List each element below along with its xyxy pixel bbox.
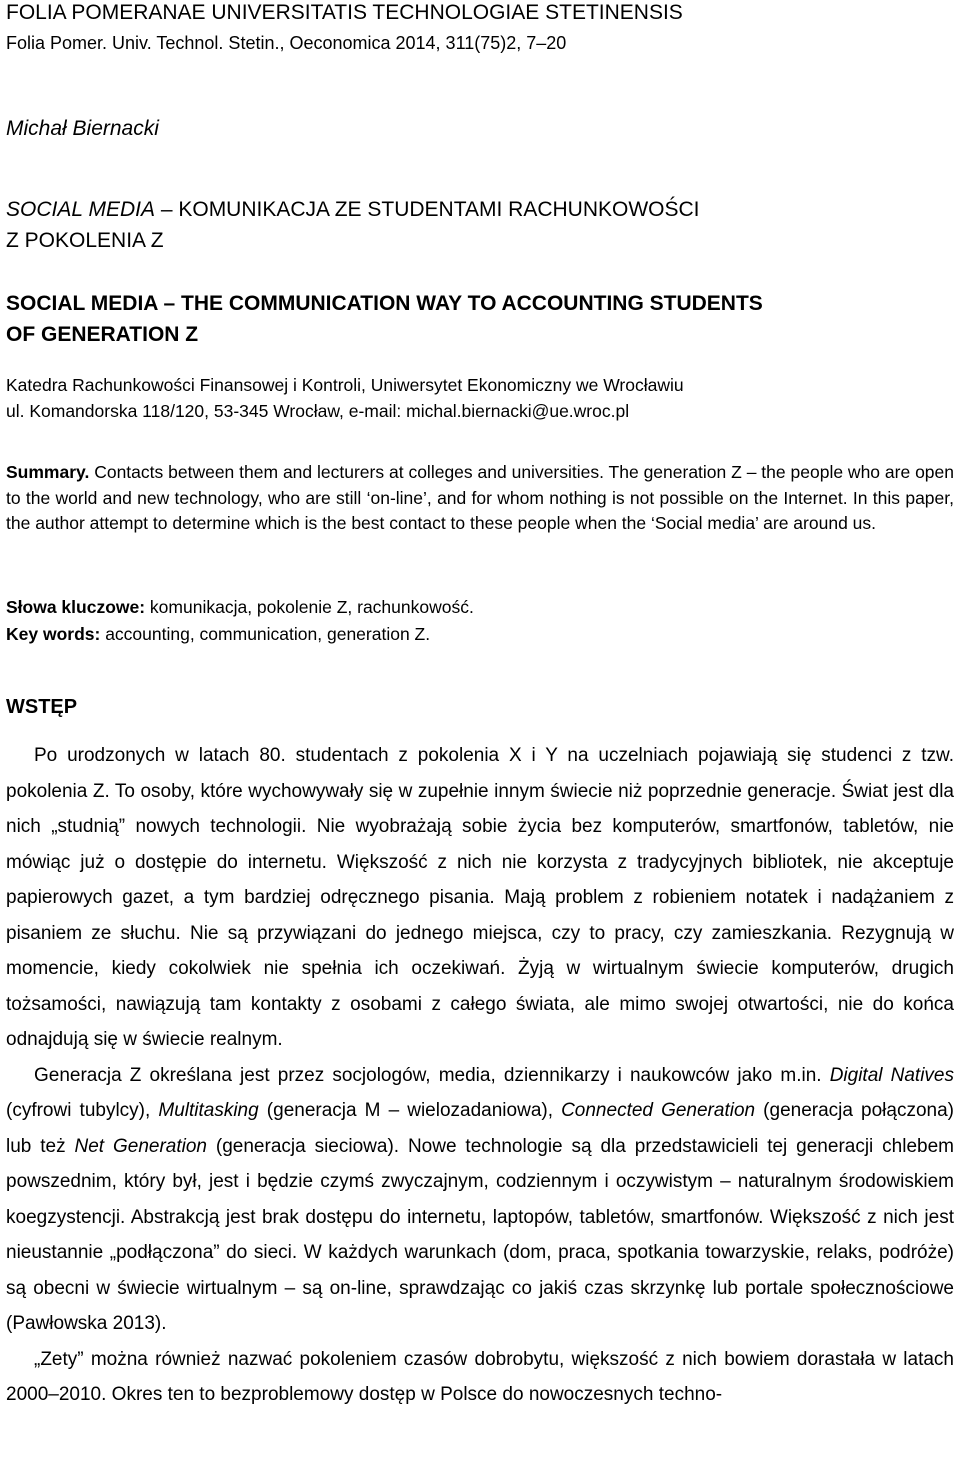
- summary-text: Contacts between them and lecturers at colleges and universities. The generation Z – the people who are open to the world and new technology, who are still ‘on-line’, and for whom nothing is not possible on the Internet. In this paper, the author attempt to determine which is the best contact to these people when the ‘Social media’ are around us.: [6, 462, 954, 533]
- affiliation-line2: ul. Komandorska 118/120, 53-345 Wrocław, e-mail: michal.biernacki@ue.wroc.pl: [6, 401, 630, 421]
- paragraph-2-term-multitasking: Multitasking: [158, 1100, 259, 1121]
- title-polish-line2: Z POKOLENIA Z: [6, 229, 164, 252]
- affiliation: [6, 372, 684, 424]
- title-polish: [6, 194, 700, 256]
- paragraph-3: „Zety” można również nazwać pokoleniem czasów dobrobytu, większość z nich bowiem dorastała w latach 2000–2010. Okres ten to bezproblemowy dostęp w Polsce do nowoczesnych techno-: [6, 1348, 954, 1405]
- keywords-polish-text: komunikacja, pokolenie Z, rachunkowość.: [145, 597, 474, 617]
- title-polish-rest: – KOMUNIKACJA ZE STUDENTAMI RACHUNKOWOŚCI: [155, 198, 700, 221]
- keywords-english: [6, 622, 430, 647]
- paragraph-2-term-digital-natives: Digital Natives: [829, 1064, 954, 1086]
- section-title: WSTĘP: [6, 696, 78, 718]
- keywords-english-text: accounting, communication, generation Z.: [100, 624, 431, 644]
- keywords-english-label: Key words:: [6, 624, 101, 644]
- author-name: Michał Biernacki: [6, 117, 159, 140]
- paragraph-1: Po urodzonych w latach 80. studentach z pokolenia X i Y na uczelniach pojawiają się studenci z tzw. pokolenia Z. To osoby, które wychowywały się w zupełnie innym świecie niż poprzednie generacje. Świat jest dla nich „studnią” nowych technologii. Nie wyobrażają sobie życia bez komputerów, smartfonów, tabletów, nie mówiąc już o dostępie do internetu. Większość z nich nie korzysta z tradycyjnych bibliotek, nie akceptuje papierowych gazet, a tym bardziej odręcznego pisania. Mają problem z robieniem notatek i nadążaniem z pisaniem ze słuchu. Nie są przywiązani do jednego miejsca, czy to pracy, czy zamieszkania. Rezygnują w momencie, kiedy cokolwiek nie spełnia ich oczekiwań. Żyją w wirtualnym świecie komputerów, drugich tożsamości, nawiązują tam kontakty z osobami z całego świata, ale mimo swojej otwartości, nie do końca odnajdują się w świecie realnym.: [6, 745, 954, 1050]
- paragraph-2-part-b: (cyfrowi tubylcy),: [6, 1100, 159, 1121]
- journal-name: FOLIA POMERANAE UNIVERSITATIS TECHNOLOGIAE STETINENSIS: [6, 1, 683, 24]
- title-english: [6, 288, 763, 350]
- title-english-line2: OF GENERATION Z: [6, 323, 199, 346]
- paragraph-2-term-net-generation: Net Generation: [74, 1135, 207, 1157]
- paragraph-2-part-a: Generacja Z określana jest przez socjologów, media, dziennikarzy i naukowców jako m.in.: [34, 1064, 830, 1086]
- keywords-polish-label: Słowa kluczowe:: [6, 597, 146, 617]
- keywords-polish: [6, 595, 474, 620]
- summary: [6, 460, 954, 537]
- body-text: [6, 738, 954, 1413]
- affiliation-line1: Katedra Rachunkowości Finansowej i Kontroli, Uniwersytet Ekonomiczny we Wrocławiu: [6, 375, 684, 395]
- title-polish-italic: SOCIAL MEDIA: [6, 198, 155, 221]
- title-english-line1: SOCIAL MEDIA – THE COMMUNICATION WAY TO ACCOUNTING STUDENTS: [6, 292, 763, 315]
- paragraph-2-term-connected-generation: Connected Generation: [561, 1100, 756, 1121]
- paragraph-2: [6, 1058, 954, 1342]
- paragraph-2-part-e: (generacja sieciowa). Nowe technologie są dla przedstawicieli tej generacji chlebem powszednim, który był, jest i będzie czymś zwyczajnym, codziennym i oczywistym – naturalnym środowiskiem koegzystencji. Abstrakcją jest brak dostępu do internetu, laptopów, tabletów, smartfonów. Większość z nich jest nieustannie „podłączona” do sieci. W każdych warunkach (dom, praca, spotkania towarzyskie, relaks, podróże) są obecni w świecie wirtualnym – są on-line, sprawdzając co jakiś czas skrzynkę lub portale społecznościowe (Pawłowska 2013).: [6, 1135, 954, 1334]
- summary-label: Summary.: [6, 462, 90, 482]
- journal-citation: Folia Pomer. Univ. Technol. Stetin., Oeconomica 2014, 311(75)2, 7–20: [6, 33, 567, 53]
- paragraph-2-part-c: (generacja M – wielozadaniowa),: [258, 1100, 562, 1121]
- paragraph-2-part-d: (generacja połączona) lub też: [6, 1100, 954, 1157]
